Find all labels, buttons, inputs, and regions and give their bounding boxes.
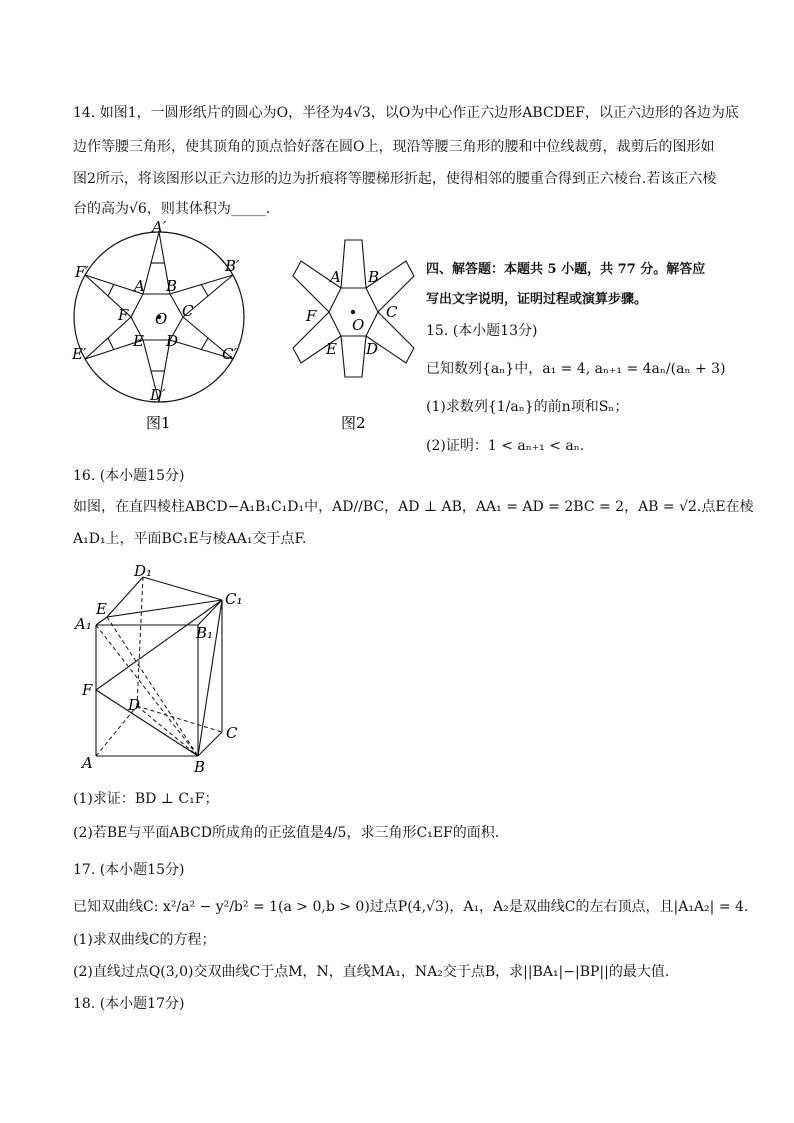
fig1-caption: 图1 [146, 414, 171, 432]
fig1-label-d: D [166, 332, 179, 350]
figure-1 [70, 218, 250, 438]
q15-header: 15. (本小题13分) [426, 323, 538, 339]
q16-part-2: (2)若BE与平面ABCD所成角的正弦值是4/5，求三角形C₁EF的面积. [73, 825, 500, 841]
q14-line-2: 边作等腰三角形，使其顶角的顶点恰好落在圆O上，现沿等腰三角形的腰和中位线裁剪，裁剪后的图形如 [73, 139, 715, 155]
fig3-label-b: B [194, 758, 206, 775]
q16-line-1: 如图，在直四棱柱ABCD−A₁B₁C₁D₁中，AD//BC，AD ⊥ AB，AA₁ = AD = 2BC = 2，AB = √2.点E在棱 [73, 499, 754, 515]
fig1-label-f: F [118, 306, 129, 324]
q16-line-2: A₁D₁上，平面BC₁E与棱AA₁交于点F. [73, 531, 307, 547]
fig1-label-e-prime: E′ [72, 345, 87, 363]
fig3-label-a: A [82, 754, 93, 772]
fig1-label-a: A [134, 277, 145, 295]
fig1-label-a-prime: A′ [152, 218, 167, 236]
fig2-label-e: E [326, 340, 337, 358]
q15-stem: 已知数列{aₙ}中，a₁ = 4, aₙ₊₁ = 4aₙ/(aₙ + 3) [426, 361, 726, 377]
fig3-label-c: C [226, 724, 238, 742]
q14-line-1: 14. 如图1，一圆形纸片的圆心为O，半径为4√3，以O为中心作正六边形ABCDEF，以正六边形的各边为底 [73, 105, 739, 121]
q17-part-2: (2)直线过点Q(3,0)交双曲线C于点M，N，直线MA₁，NA₂交于点B，求||BA₁|−|BP||的最大值. [73, 964, 670, 980]
section-4-line-2: 写出文字说明，证明过程或演算步骤。 [426, 292, 648, 307]
fig2-label-d: D [366, 340, 379, 358]
q15-part-1: (1)求数列{1/aₙ}的前n项和Sₙ； [426, 399, 629, 415]
figure-2 [288, 236, 418, 436]
q17-header: 17. (本小题15分) [73, 862, 185, 878]
section-4-line-1: 四、解答题：本题共 5 小题，共 77 分。解答应 [426, 262, 706, 277]
fig3-label-e: E [96, 600, 107, 618]
fig3-label-f: F [82, 681, 93, 699]
q17-stem: 已知双曲线C: x²/a² − y²/b² = 1(a > 0,b > 0)过点P(4,√3)，A₁，A₂是双曲线C的左右顶点，且|A₁A₂| = 4. [73, 899, 749, 915]
fig3-label-a1: A₁ [75, 615, 92, 633]
q14-line-3: 图2所示，将该图形以正六边形的边为折痕将等腰梯形折起，使得相邻的腰重合得到正六棱台.若该正六棱 [73, 171, 717, 187]
q14-line-4: 台的高为√6，则其体积为_____. [73, 201, 271, 217]
q16-header: 16. (本小题15分) [73, 468, 185, 484]
fig1-label-c-prime: C′ [222, 345, 237, 363]
fig2-caption: 图2 [341, 414, 366, 432]
fig1-label-f-prime: F′ [75, 263, 89, 281]
fig2-label-o: O [352, 316, 365, 334]
q17-part-1: (1)求双曲线C的方程； [73, 932, 216, 948]
fig1-label-d-prime: D′ [150, 386, 166, 404]
fig1-label-e: E [133, 332, 144, 350]
fig1-label-b-prime: B′ [225, 257, 240, 275]
fig2-label-a: A [330, 268, 341, 286]
fig2-label-f: F [306, 307, 317, 325]
q18-header: 18. (本小题17分) [73, 996, 185, 1012]
fig1-label-o: O [155, 310, 168, 328]
fig1-label-c: C [182, 302, 194, 320]
q15-part-2: (2)证明：1 < aₙ₊₁ < aₙ. [426, 438, 585, 454]
fig3-label-d1: D₁ [134, 562, 153, 580]
figure-3-prism [70, 560, 250, 775]
fig2-label-b: B [368, 268, 380, 286]
fig1-label-b: B [166, 277, 178, 295]
fig3-label-c1: C₁ [225, 590, 243, 608]
fig2-label-c: C [386, 303, 398, 321]
fig3-label-d: D [128, 696, 141, 714]
q16-part-1: (1)求证：BD ⊥ C₁F； [73, 791, 219, 807]
fig3-label-b1: B₁ [196, 624, 214, 642]
